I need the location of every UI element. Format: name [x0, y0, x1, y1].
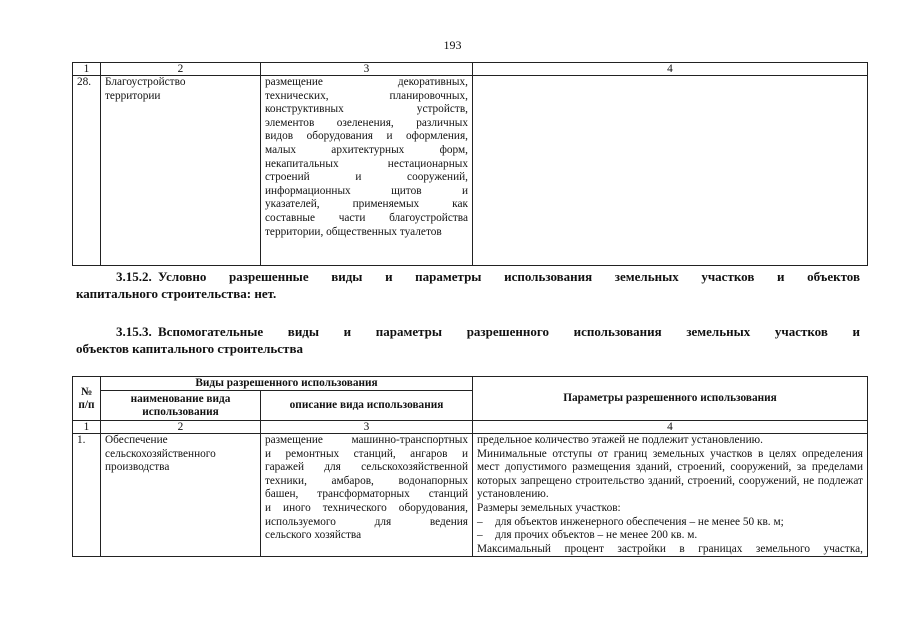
header-row — [73, 377, 868, 391]
section-heading-3-15-2 — [76, 268, 860, 302]
description-line: составные части благоустройства — [265, 211, 468, 224]
description-line: гаражей для сельскохозяйственной — [265, 461, 468, 474]
use-description-cell — [261, 76, 473, 266]
use-name-line: сельскохозяйственного — [105, 447, 216, 460]
description-line: конструктивных устройств, — [265, 103, 468, 116]
col-number-2: 2 — [101, 63, 261, 76]
description-line: размещение декоративных, — [265, 76, 468, 88]
col-number-1: 1 — [73, 421, 101, 434]
col-number-3: 3 — [261, 63, 473, 76]
description-line: некапитальных нестационарных — [265, 157, 468, 170]
header-num: № п/п — [73, 377, 101, 421]
use-name-cell — [101, 434, 261, 557]
row-number: 28. — [73, 76, 101, 266]
description-line: сельского хозяйства — [265, 529, 362, 542]
land-use-table-continued — [72, 62, 868, 266]
header-use-description: описание вида использования — [261, 391, 473, 421]
dash-bullet: – — [477, 529, 483, 542]
heading-line-1 — [76, 323, 860, 340]
parameters-cell — [473, 434, 868, 557]
use-description-cell — [261, 434, 473, 557]
description-line: видов оборудования и оформления, — [265, 130, 468, 143]
description-line: техники, амбаров, водонапорных — [265, 474, 468, 487]
col-number-4: 4 — [473, 63, 868, 76]
col-number-2: 2 — [101, 421, 261, 434]
col-number-1: 1 — [73, 63, 101, 76]
use-name-line: Обеспечение — [105, 434, 168, 446]
param-sizes-label: Размеры земельных участков: — [477, 501, 621, 514]
param-floors: предельное количество этажей не подлежит установлению. — [477, 434, 763, 446]
dash-bullet: – — [477, 515, 483, 528]
heading-text: Вспомогательные виды и параметры разрешенного использования земельных участков и — [158, 324, 860, 339]
col-number-4: 4 — [473, 421, 868, 434]
use-name-line: производства — [105, 461, 170, 474]
use-name-cell — [101, 76, 261, 266]
row-number: 1. — [73, 434, 101, 557]
param-setbacks: Минимальные отступы от границ земельных участков в целях определения мест допустимого размещения зданий, строений, сооружений, за пределами которых запрещено строительство зданий, строений, сооружений, не подлежат установлению. — [477, 447, 863, 501]
column-number-row — [73, 421, 868, 434]
use-name-line: территории — [105, 89, 161, 102]
heading-line-2: объектов капитального строительства — [76, 341, 303, 356]
description-line: размещение машинно-транспортных — [265, 434, 468, 446]
heading-number: 3.15.3. — [116, 324, 152, 339]
column-number-row — [73, 63, 868, 76]
description-line: башен, трансформаторных станций — [265, 488, 468, 501]
section-heading-3-15-3 — [76, 323, 860, 357]
parameters-cell — [473, 76, 868, 266]
description-line: используемого для ведения — [265, 515, 468, 528]
description-line: информационных щитов и — [265, 184, 468, 197]
heading-number: 3.15.2. — [116, 269, 152, 284]
heading-text: Условно разрешенные виды и параметры использования земельных участков и объектов — [158, 269, 860, 284]
col-number-3: 3 — [261, 421, 473, 434]
table-row — [73, 434, 868, 557]
header-group: Виды разрешенного использования — [101, 377, 473, 391]
heading-line-2: капитального строительства: нет. — [76, 286, 277, 301]
description-line: малых архитектурных форм, — [265, 143, 468, 156]
description-line: технических, планировочных, — [265, 89, 468, 102]
page-number: 193 — [443, 38, 462, 52]
heading-line-1 — [76, 268, 860, 285]
param-size-item: – для объектов инженерного обеспечения – не менее 50 кв. м; — [477, 515, 784, 528]
param-size-item: – для прочих объектов – не менее 200 кв. м. — [477, 529, 698, 542]
auxiliary-land-use-table — [72, 376, 868, 557]
description-line: и ремонтных станций, ангаров и — [265, 447, 468, 460]
header-params: Параметры разрешенного использования — [473, 377, 868, 421]
description-line: элементов озеленения, различных — [265, 116, 468, 129]
description-line: указателей, применяемых как — [265, 198, 468, 211]
use-name-line: Благоустройство — [105, 76, 186, 88]
table-row — [73, 76, 868, 266]
description-line: строений и сооружений, — [265, 171, 468, 184]
description-line: и иного технического оборудования, — [265, 501, 468, 514]
param-coverage: Максимальный процент застройки в границах земельного участка, — [477, 542, 863, 555]
header-use-name: наименование вида использования — [101, 391, 261, 421]
description-line: территории, общественных туалетов — [265, 225, 442, 238]
